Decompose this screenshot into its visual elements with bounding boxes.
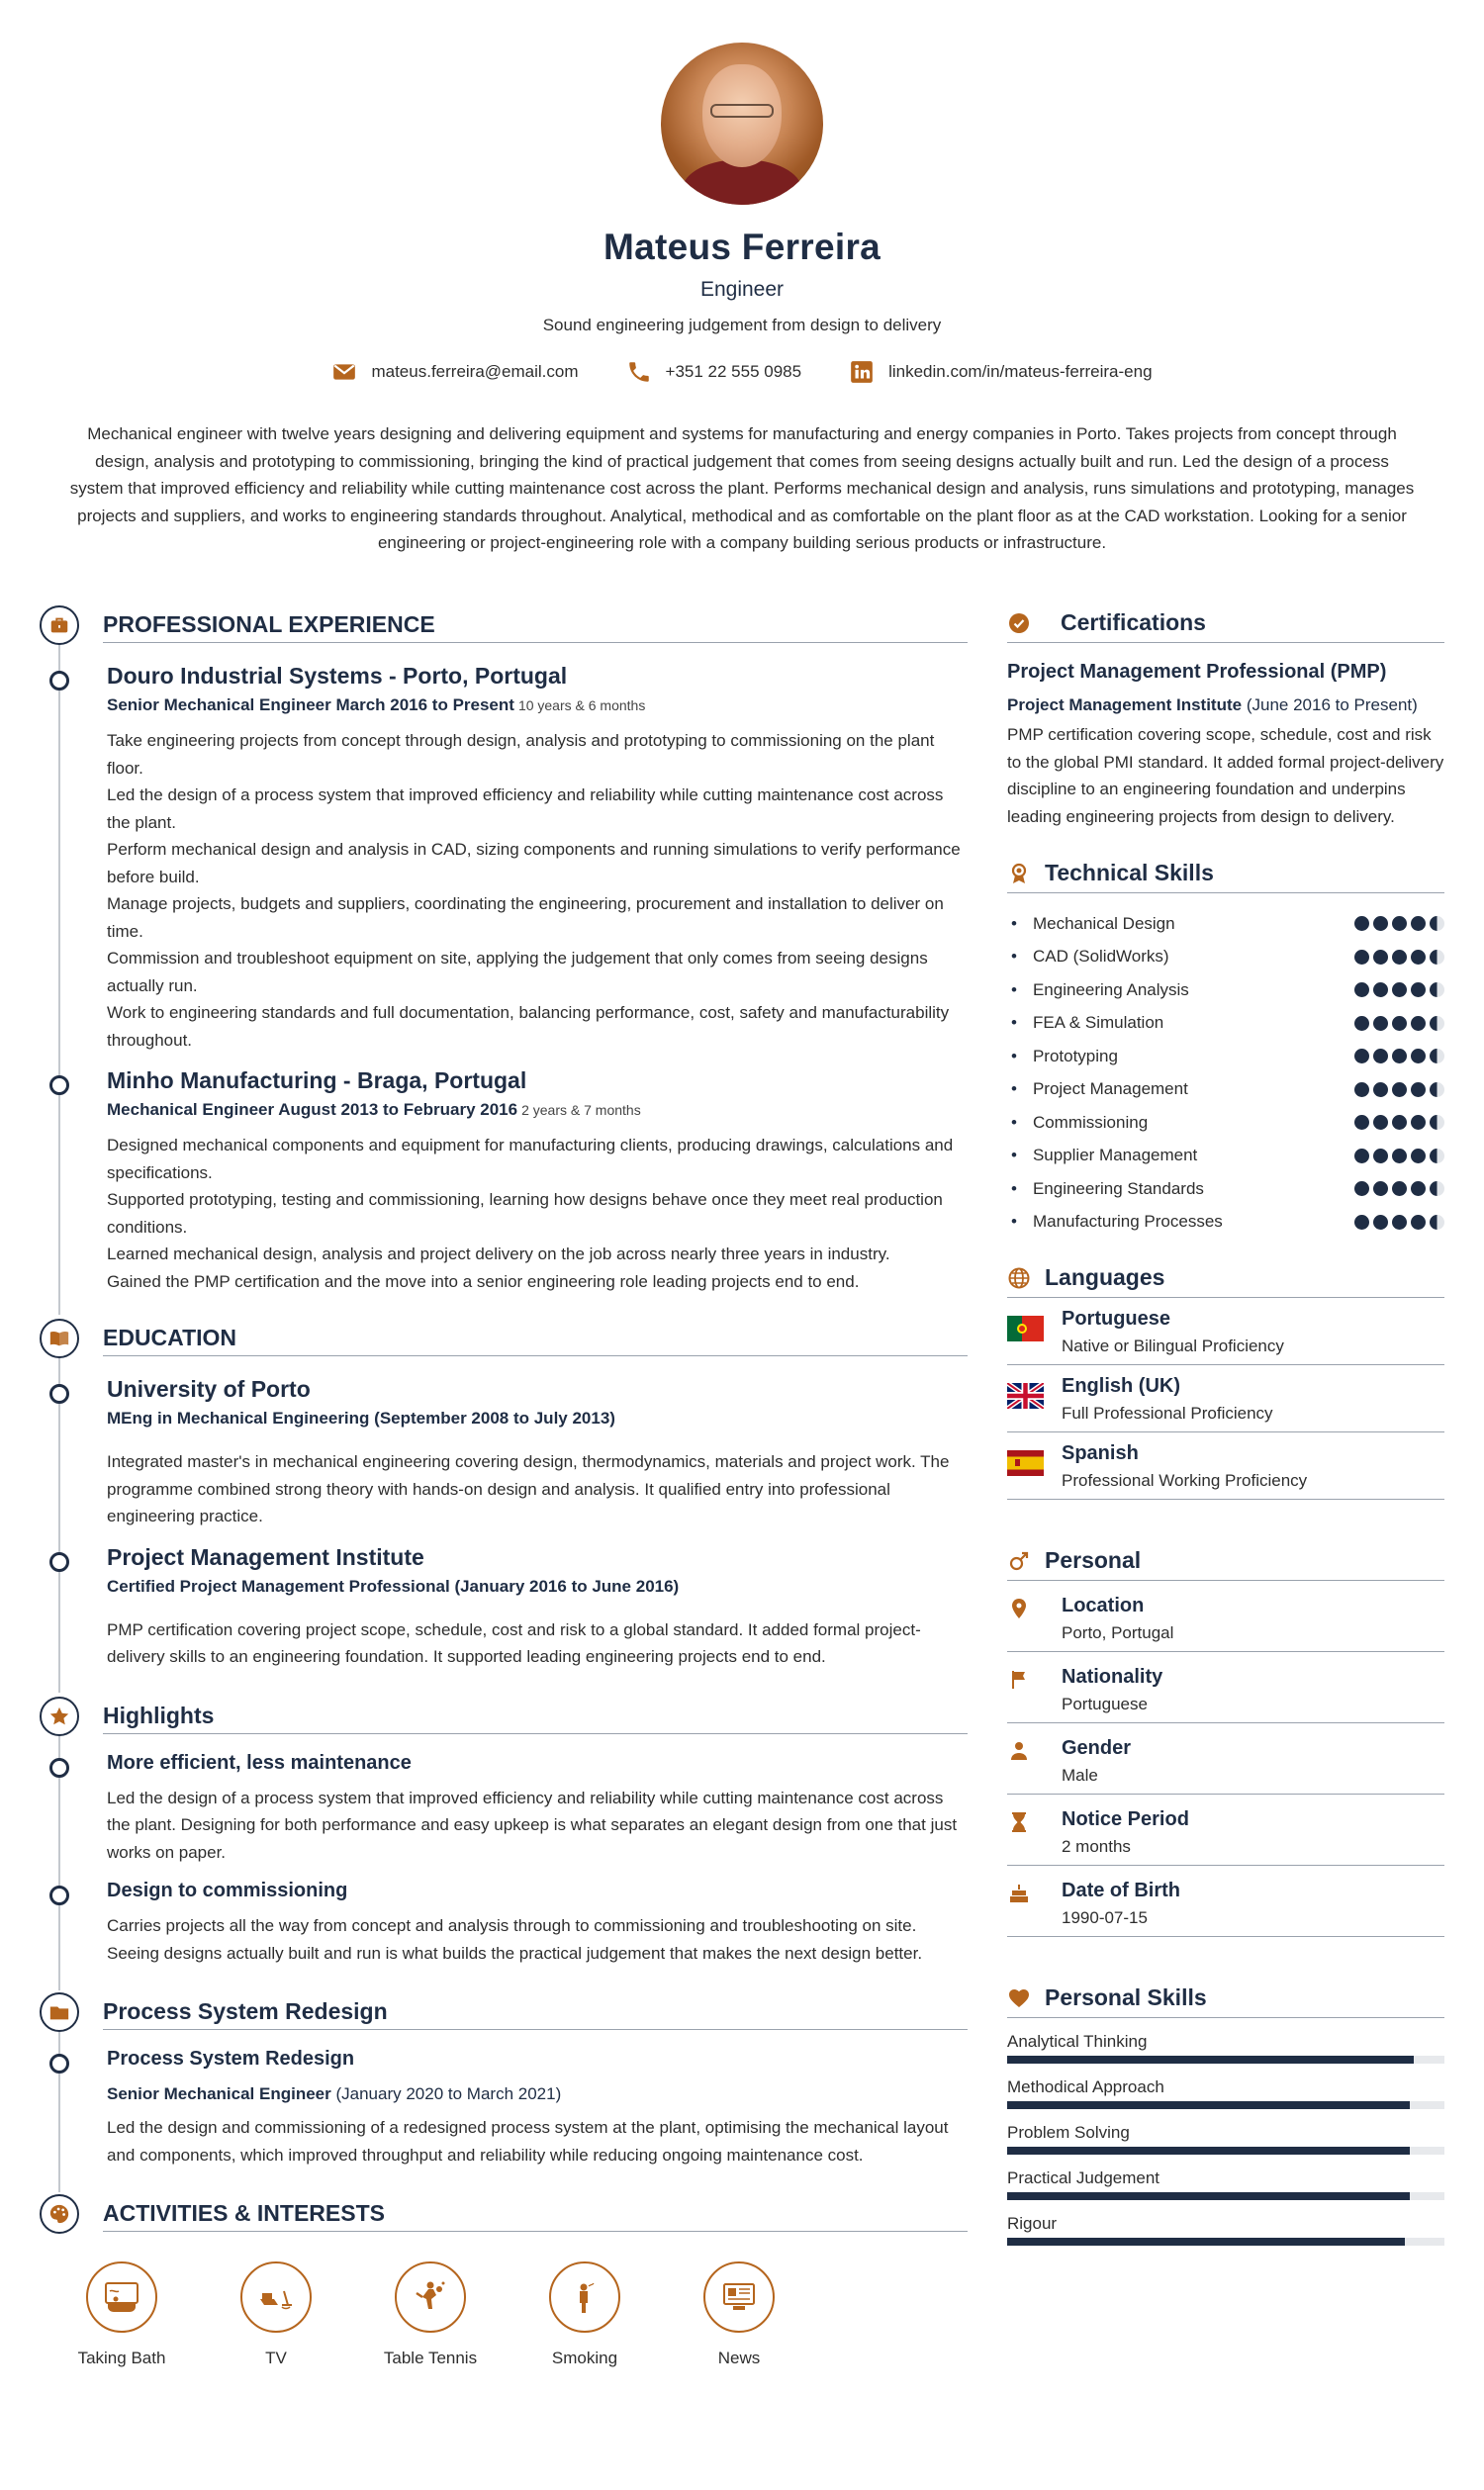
personal-label: Nationality bbox=[1062, 1666, 1163, 1688]
highlight-title: More efficient, less maintenance bbox=[107, 1751, 412, 1774]
personal-value: 1990-07-15 bbox=[1062, 1908, 1148, 1927]
school-name: University of Porto bbox=[107, 1376, 311, 1402]
personal-value: Porto, Portugal bbox=[1062, 1623, 1174, 1642]
cert-issuer: Project Management Institute bbox=[1007, 695, 1243, 714]
education-entry bbox=[107, 1544, 968, 1671]
contact-bar bbox=[0, 359, 1484, 385]
language-name: Spanish bbox=[1062, 1442, 1139, 1464]
personal-skill-fill bbox=[1007, 2147, 1410, 2155]
flag-icon bbox=[1007, 1668, 1031, 1692]
skill-rating bbox=[1354, 1181, 1444, 1196]
job-description bbox=[107, 727, 968, 1054]
person-icon bbox=[1007, 1739, 1031, 1763]
job-description bbox=[107, 1132, 968, 1295]
certificate-badge-icon bbox=[1007, 611, 1031, 635]
education-description: Integrated master's in mechanical engineering covering design, thermodynamics, materials and project work. The programme combined strong theory with hands-on design and analysis. It qualified entry into professional engineering practice. bbox=[107, 1452, 950, 1525]
interest-label: News bbox=[717, 2349, 761, 2367]
personal-row bbox=[1007, 1795, 1444, 1866]
language-level: Native or Bilingual Proficiency bbox=[1062, 1337, 1284, 1355]
languages-header bbox=[1007, 1264, 1444, 1298]
skill-row bbox=[1007, 907, 1444, 941]
personal-skill bbox=[1007, 2123, 1444, 2155]
job-role bbox=[107, 695, 968, 715]
personal-skill-name: Practical Judgement bbox=[1007, 2168, 1160, 2187]
interest-label: Smoking bbox=[551, 2349, 618, 2367]
book-icon bbox=[40, 1319, 79, 1358]
job-duration: 10 years & 6 months bbox=[517, 697, 646, 713]
languages-heading: Languages bbox=[1045, 1264, 1165, 1290]
education-section-header bbox=[40, 1319, 968, 1358]
degree-text: Certified Project Management Professional bbox=[107, 1576, 450, 1596]
personal-skill-name: Rigour bbox=[1007, 2214, 1058, 2233]
personal-label: Notice Period bbox=[1062, 1808, 1189, 1830]
job-duration: 2 years & 7 months bbox=[521, 1102, 641, 1118]
interest-item bbox=[353, 2261, 508, 2368]
personal-heading: Personal bbox=[1045, 1547, 1142, 1573]
job-bullet: Designed mechanical components and equipment for manufacturing clients, producing drawings, calculations and specifications. bbox=[107, 1136, 954, 1182]
personal-value: Male bbox=[1062, 1766, 1098, 1785]
company-name: Douro Industrial Systems - Porto, Portugal bbox=[107, 663, 568, 689]
interests-list bbox=[45, 2261, 968, 2368]
skill-rating bbox=[1354, 1016, 1444, 1031]
personal-skill-name: Methodical Approach bbox=[1007, 2077, 1164, 2096]
certifications-header bbox=[1007, 605, 1444, 643]
highlight-entry bbox=[107, 1880, 968, 1967]
timeline-dot bbox=[49, 2054, 69, 2074]
project-heading: Process System Redesign bbox=[103, 1994, 968, 2030]
skill-rating bbox=[1354, 1049, 1444, 1063]
award-ribbon-icon bbox=[1007, 862, 1031, 885]
interest-item bbox=[508, 2261, 662, 2368]
personal-skill-fill bbox=[1007, 2238, 1405, 2246]
interest-label: Taking Bath bbox=[77, 2349, 166, 2367]
smoking-icon bbox=[549, 2261, 620, 2333]
certifications-heading: Certifications bbox=[1061, 609, 1206, 635]
candidate-tagline: Sound engineering judgement from design to delivery bbox=[542, 316, 942, 334]
skill-row bbox=[1007, 1206, 1444, 1240]
job-bullet: Take engineering projects from concept through design, analysis and prototyping to commissioning on the plant floor. bbox=[107, 731, 935, 778]
personal-skill bbox=[1007, 2032, 1444, 2064]
news-icon bbox=[703, 2261, 775, 2333]
skill-row bbox=[1007, 1040, 1444, 1073]
professional-summary: Mechanical engineer with twelve years designing and delivering equipment and systems for manufacturing and energy companies in Porto. Takes projects from concept through design, analysis and prototyping to commissioning, bringing the kind of practical judgement that comes from seeing designs actually built and run. Led the design of a process system that improved efficiency and reliability while cutting maintenance cost across the plant. Performs mechanical design and analysis, runs simulations and prototyping, manages projects and suppliers, and works to engineering standards throughout. Analytical, methodical and as comfortable on the plant floor as at the CAD workstation. Looking for a senior engineering or project-engineering role with a company building serious products or infrastructure. bbox=[69, 424, 1415, 552]
cert-body: PMP certification covering scope, schedule, cost and risk to the global PMI standard. It added formal project-delivery discipline to an engineering foundation and underpins leading engineering projects from design to delivery. bbox=[1007, 725, 1444, 826]
personal-row bbox=[1007, 1652, 1444, 1723]
contact-linkedin[interactable] bbox=[849, 359, 1152, 385]
skill-row bbox=[1007, 1106, 1444, 1140]
job-role bbox=[107, 1100, 968, 1120]
job-bullet: Manage projects, budgets and suppliers, coordinating the engineering, procurement and installation to deliver on time. bbox=[107, 894, 944, 941]
profile-photo bbox=[661, 43, 823, 205]
timeline-dot bbox=[49, 1384, 69, 1404]
skill-row bbox=[1007, 1140, 1444, 1173]
linkedin-text: linkedin.com/in/mateus-ferreira-eng bbox=[888, 362, 1153, 381]
personal-skill-bar bbox=[1007, 2147, 1444, 2155]
uk-flag bbox=[1007, 1383, 1044, 1409]
role-text: Senior Mechanical Engineer March 2016 to Present bbox=[107, 695, 514, 714]
experience-timeline bbox=[58, 645, 968, 1315]
highlight-body: Led the design of a process system that improved efficiency and reliability while cutting maintenance cost across the plant. Designing for both performance and easy upkeep is what separates an elegant design from one that just works on paper. bbox=[107, 1788, 958, 1862]
job-bullet: Learned mechanical design, analysis and project delivery on the job across nearly three years in industry. bbox=[107, 1245, 890, 1263]
personal-row bbox=[1007, 1581, 1444, 1652]
interest-item bbox=[199, 2261, 353, 2368]
project-dates: (January 2020 to March 2021) bbox=[335, 2084, 562, 2103]
personal-label: Gender bbox=[1062, 1737, 1132, 1759]
contact-email[interactable] bbox=[331, 359, 578, 385]
skill-name: • Prototyping bbox=[1007, 1047, 1118, 1066]
hourglass-icon bbox=[1007, 1810, 1031, 1834]
bath-icon bbox=[86, 2261, 157, 2333]
skill-rating bbox=[1354, 982, 1444, 997]
tv-icon bbox=[240, 2261, 312, 2333]
personal-skills-header bbox=[1007, 1984, 1444, 2018]
project-section-header bbox=[40, 1992, 968, 2032]
contact-phone[interactable] bbox=[626, 359, 802, 385]
globe-icon bbox=[1007, 1266, 1031, 1290]
interests-heading: ACTIVITIES & INTERESTS bbox=[103, 2196, 968, 2232]
skill-rating bbox=[1354, 1082, 1444, 1097]
company-name: Minho Manufacturing - Braga, Portugal bbox=[107, 1067, 527, 1093]
heart-icon bbox=[1007, 1986, 1031, 2010]
folder-icon bbox=[40, 1992, 79, 2032]
personal-skill-fill bbox=[1007, 2056, 1414, 2064]
highlight-title: Design to commissioning bbox=[107, 1880, 348, 1901]
job-bullet: Led the design of a process system that improved efficiency and reliability while cutting maintenance cost across the plant. bbox=[107, 785, 944, 832]
experience-section-header bbox=[40, 605, 968, 645]
interest-item bbox=[662, 2261, 816, 2368]
skill-row bbox=[1007, 1172, 1444, 1206]
timeline-dot bbox=[49, 1758, 69, 1778]
personal-skill-name: Analytical Thinking bbox=[1007, 2032, 1148, 2051]
degree-text: MEng in Mechanical Engineering bbox=[107, 1409, 370, 1428]
skill-name: • Mechanical Design bbox=[1007, 914, 1175, 934]
personal-skill-name: Problem Solving bbox=[1007, 2123, 1130, 2142]
personal-skill-fill bbox=[1007, 2192, 1410, 2200]
interest-label: Table Tennis bbox=[383, 2349, 478, 2367]
skill-rating bbox=[1354, 950, 1444, 965]
school-name: Project Management Institute bbox=[107, 1543, 424, 1570]
experience-entry bbox=[107, 663, 968, 1054]
cake-icon bbox=[1007, 1882, 1031, 1905]
project-entry bbox=[107, 2048, 968, 2168]
personal-skill-bar bbox=[1007, 2101, 1444, 2109]
skill-name: • CAD (SolidWorks) bbox=[1007, 947, 1169, 967]
table-tennis-icon bbox=[395, 2261, 466, 2333]
personal-skills-heading: Personal Skills bbox=[1045, 1984, 1207, 2010]
job-bullet: Supported prototyping, testing and commissioning, learning how designs behave once they meet real production conditions. bbox=[107, 1190, 943, 1237]
language-row bbox=[1007, 1298, 1444, 1365]
job-bullet: Perform mechanical design and analysis in CAD, sizing components and running simulations to verify performance before build. bbox=[107, 840, 961, 886]
skill-name: • Engineering Analysis bbox=[1007, 980, 1189, 1000]
degree-line bbox=[107, 1577, 968, 1597]
job-bullet: Commission and troubleshoot equipment on site, applying the judgement that only comes from seeing designs actually run. bbox=[107, 949, 928, 995]
candidate-name: Mateus Ferreira bbox=[603, 227, 881, 267]
skill-name: • Supplier Management bbox=[1007, 1146, 1197, 1165]
interests-section-header bbox=[40, 2194, 968, 2234]
male-symbol-icon bbox=[1007, 1549, 1031, 1573]
timeline-dot bbox=[49, 1075, 69, 1095]
spain-flag bbox=[1007, 1450, 1044, 1476]
project-role: Senior Mechanical Engineer bbox=[107, 2084, 331, 2103]
language-row bbox=[1007, 1365, 1444, 1432]
personal-label: Location bbox=[1062, 1595, 1145, 1616]
language-name: Portuguese bbox=[1062, 1308, 1171, 1330]
portugal-flag bbox=[1007, 1316, 1044, 1341]
personal-skill bbox=[1007, 2214, 1444, 2246]
skill-row bbox=[1007, 941, 1444, 974]
job-bullet: Gained the PMP certification and the move into a senior engineering role leading projects end to end. bbox=[107, 1271, 860, 1291]
technical-skills-list bbox=[1007, 907, 1444, 1239]
interest-item bbox=[45, 2261, 199, 2368]
timeline-dot bbox=[49, 1886, 69, 1905]
personal-header bbox=[1007, 1547, 1444, 1581]
skill-rating bbox=[1354, 916, 1444, 931]
experience-heading: PROFESSIONAL EXPERIENCE bbox=[103, 607, 968, 643]
personal-label: Date of Birth bbox=[1062, 1880, 1180, 1901]
skill-rating bbox=[1354, 1115, 1444, 1130]
education-heading: EDUCATION bbox=[103, 1321, 968, 1356]
personal-value: 2 months bbox=[1062, 1837, 1131, 1856]
skill-name: • Engineering Standards bbox=[1007, 1179, 1204, 1199]
experience-entry bbox=[107, 1067, 968, 1295]
briefcase-icon bbox=[40, 605, 79, 645]
skill-row bbox=[1007, 1073, 1444, 1107]
location-pin-icon bbox=[1007, 1597, 1031, 1620]
candidate-title: Engineer bbox=[699, 278, 785, 301]
skill-row bbox=[1007, 1007, 1444, 1041]
skill-name: • Project Management bbox=[1007, 1079, 1188, 1099]
email-text: mateus.ferreira@email.com bbox=[371, 362, 579, 381]
technical-skills-header bbox=[1007, 860, 1444, 893]
education-entry bbox=[107, 1376, 968, 1530]
language-level: Full Professional Proficiency bbox=[1062, 1404, 1273, 1423]
degree-line bbox=[107, 1409, 968, 1429]
cert-issuer-line bbox=[1007, 695, 1444, 715]
timeline-dot bbox=[49, 671, 69, 691]
skill-name: • Manufacturing Processes bbox=[1007, 1212, 1223, 1232]
highlights-section-header bbox=[40, 1697, 968, 1736]
personal-skill bbox=[1007, 2077, 1444, 2109]
phone-icon bbox=[626, 359, 652, 385]
skill-rating bbox=[1354, 1149, 1444, 1163]
left-column bbox=[40, 605, 968, 2368]
highlight-body: Carries projects all the way from concept and analysis through to commissioning and troubleshooting on site. Seeing designs actually built and run is what builds the practical judgement that makes the next design better. bbox=[107, 1916, 923, 1963]
personal-row bbox=[1007, 1866, 1444, 1937]
cert-dates: (June 2016 to Present) bbox=[1246, 695, 1418, 714]
skill-rating bbox=[1354, 1215, 1444, 1230]
highlights-heading: Highlights bbox=[103, 1699, 968, 1734]
personal-skill bbox=[1007, 2168, 1444, 2200]
job-bullet: Work to engineering standards and full documentation, balancing performance, cost, safety and manufacturability throughout. bbox=[107, 1003, 950, 1050]
personal-value: Portuguese bbox=[1062, 1695, 1148, 1713]
personal-skill-fill bbox=[1007, 2101, 1410, 2109]
language-row bbox=[1007, 1432, 1444, 1500]
phone-text: +351 22 555 0985 bbox=[665, 362, 802, 381]
project-timeline bbox=[58, 2032, 968, 2192]
education-timeline bbox=[58, 1358, 968, 1693]
highlights-timeline bbox=[58, 1736, 968, 1991]
palette-icon bbox=[40, 2194, 79, 2234]
personal-skill-bar bbox=[1007, 2056, 1444, 2064]
role-text: Mechanical Engineer August 2013 to February 2016 bbox=[107, 1100, 518, 1119]
linkedin-icon bbox=[849, 359, 875, 385]
language-name: English (UK) bbox=[1062, 1375, 1180, 1397]
project-role-line bbox=[107, 2084, 968, 2104]
personal-skill-bar bbox=[1007, 2192, 1444, 2200]
resume-header bbox=[0, 43, 1484, 385]
project-title: Process System Redesign bbox=[107, 2048, 355, 2070]
technical-skills-heading: Technical Skills bbox=[1045, 860, 1214, 885]
personal-row bbox=[1007, 1723, 1444, 1795]
education-description: PMP certification covering project scope, schedule, cost and risk to a global standard. It added formal project-delivery skills to an engineering foundation. It supported leading engineering projects end to end. bbox=[107, 1619, 921, 1666]
email-icon bbox=[331, 359, 357, 385]
interest-label: TV bbox=[265, 2349, 287, 2367]
project-body: Led the design and commissioning of a redesigned process system at the plant, optimising the mechanical layout and components, which improved throughput and reliability while reducing ongoing maintenance cost. bbox=[107, 2118, 949, 2165]
skill-name: • Commissioning bbox=[1007, 1113, 1148, 1133]
skill-name: • FEA & Simulation bbox=[1007, 1013, 1163, 1033]
timeline-dot bbox=[49, 1552, 69, 1572]
language-level: Professional Working Proficiency bbox=[1062, 1471, 1308, 1490]
right-column bbox=[1007, 605, 1444, 2246]
personal-skill-bar bbox=[1007, 2238, 1444, 2246]
cert-title: Project Management Professional (PMP) bbox=[1007, 661, 1387, 683]
star-badge-icon bbox=[40, 1697, 79, 1736]
highlight-entry bbox=[107, 1752, 968, 1867]
skill-row bbox=[1007, 973, 1444, 1007]
degree-dates: (January 2016 to June 2016) bbox=[454, 1576, 680, 1596]
degree-dates: (September 2008 to July 2013) bbox=[374, 1409, 615, 1428]
